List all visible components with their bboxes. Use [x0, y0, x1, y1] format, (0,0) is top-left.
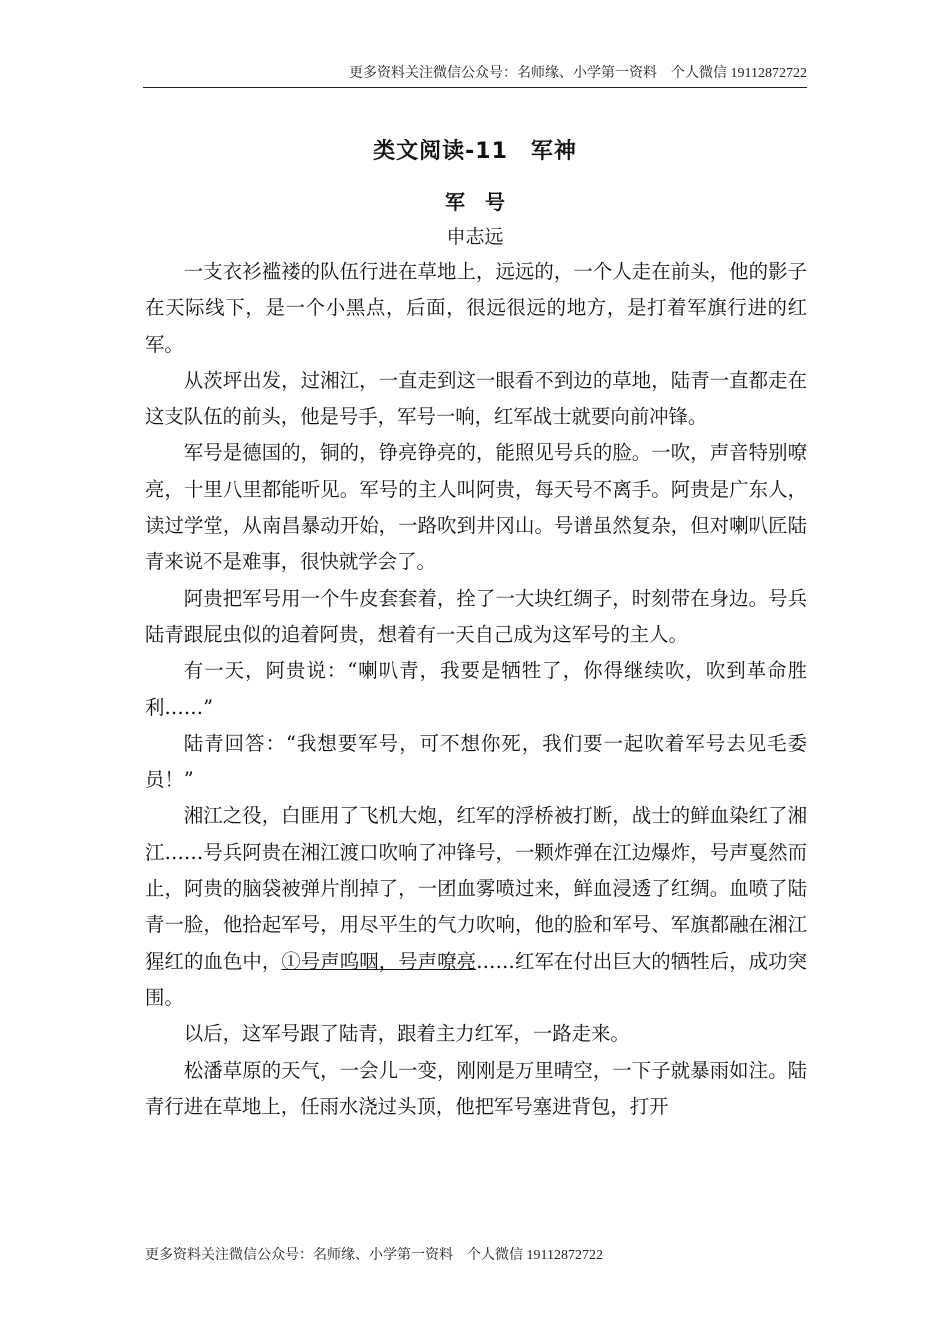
- paragraph: 一支衣衫褴褛的队伍行进在草地上，远远的，一个人走在前头，他的影子在天际线下，是一个小黑点，后面，很远很远的地方，是打着军旗行进的红军。: [145, 260, 807, 356]
- story-body: [145, 254, 807, 1125]
- story-title: 军 号: [445, 190, 505, 214]
- paragraph: 阿贵把军号用一个牛皮套套着，拴了一大块红绸子，时刻带在身边。号兵陆青跟屁虫似的追着阿贵，想着有一天自己成为这军号的主人。: [145, 586, 807, 646]
- paragraph: 以后，这军号跟了陆青，跟着主力红军，一路走来。: [183, 1022, 630, 1046]
- page-header: 更多资料关注微信公众号：名师缘、小学第一资料 个人微信 19112872722: [143, 64, 807, 88]
- paragraph: 从茨坪出发，过湘江，一直走到这一眼看不到边的草地，陆青一直都走在这支队伍的前头，他是号手，军号一响，红军战士就要向前冲锋。: [145, 368, 807, 429]
- paragraph: 松潘草原的天气，一会儿一变，刚刚是万里晴空，一下子就暴雨如注。陆青行进在草地上，任雨水浇过头顶，他把军号塞进背包，打开: [145, 1058, 807, 1118]
- paragraph: 有一天，阿贵说：“喇叭青，我要是牺牲了，你得继续吹，吹到革命胜利……”: [145, 659, 807, 719]
- page-footer: 更多资料关注微信公众号：名师缘、小学第一资料 个人微信 19112872722: [145, 1248, 603, 1263]
- paragraph-text: ……红军在付出巨大的牺牲后，成功突围。: [145, 949, 808, 1009]
- paragraph: 陆青回答：“我想要军号，可不想你死，我们要一起吹着军号去见毛委员！”: [145, 731, 807, 792]
- paragraph: 军号是德国的，铜的，铮亮铮亮的，能照见号兵的脸。一吹，声音特别嘹亮，十里八里都能听见。军号的主人叫阿贵，每天号不离手。阿贵是广东人，读过学堂，从南昌暴动开始，一路吹到井冈山。号谱虽然复杂，但对喇叭匠陆青来说不是难事，很快就学会了。: [145, 441, 807, 574]
- paragraph-text: 湘江之役，白匪用了飞机大炮，红军的浮桥被打断，战士的鲜血染红了湘江……号兵阿贵在湘江渡口吹响了冲锋号，一颗炸弹在江边爆炸，号声戛然而止，阿贵的脑袋被弹片削掉了，一团血雾喷过来，鲜血浸透了红绸。血喷了陆青一脸，他拾起军号，用尽平生的气力吹响，他的脸和军号、军旗都融在湘江猩红的血色中，: [145, 804, 807, 973]
- paragraph-with-underline: [145, 798, 807, 1016]
- story-author: 申志远: [446, 226, 504, 248]
- page-title: 类文阅读-11 军神: [373, 139, 577, 164]
- underlined-sentence-1: ①号声呜咽，号声嘹亮: [281, 949, 477, 973]
